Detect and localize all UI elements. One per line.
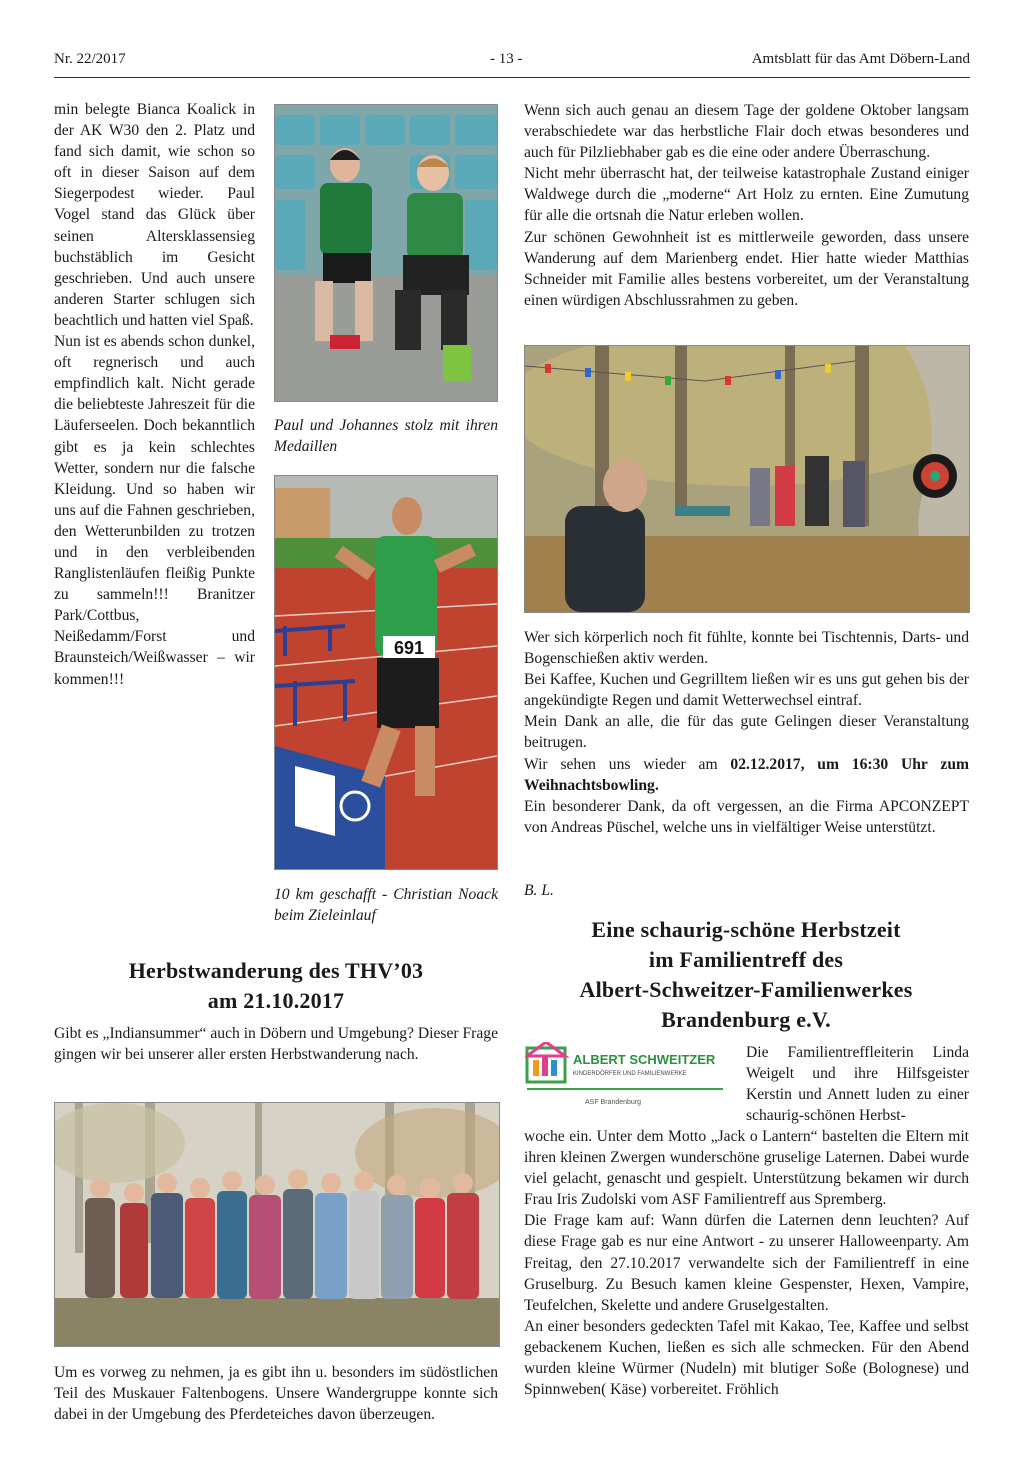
bowling-intro: Wir sehen uns wieder am [524,755,731,773]
marienberg-photo [524,345,970,613]
runner-bib-number: 691 [393,638,425,658]
article-2-title-line: Brandenburg e.V. [661,1007,831,1032]
publication-title: Amtsblatt für das Amt Döbern-Land [751,51,970,67]
paragraph: Gibt es „Indiansummer“ auch in Döbern und Umgebung? Dieser Frage gingen wir bei unserer aller ersten Herbstwanderung nach. [54,1025,498,1064]
article-1-title [54,956,498,1016]
article-2-title-line: im Familientreff des [648,947,844,972]
kids-photo-caption: Paul und Johannes stolz mit ihren Medaillen [274,417,498,455]
bowling-paragraph [524,754,969,796]
article-2-title [520,915,972,1035]
paragraph: Wer sich körperlich noch fit fühlte, konnte bei Tischtennis, Darts- und Bogenschießen aktiv werden. [524,629,969,668]
logo-region: ASF Brandenburg [585,1099,642,1106]
signature: B. L. [524,882,554,899]
header-rule [54,77,970,78]
paragraph: Die Familientreffleiterin Linda Weigelt und ihre Hilfsgeister Kerstin und Annett luden zu einer schaurig-schönen Herbst- [746,1044,969,1125]
article-1-intro [54,1023,498,1065]
beside-logo-text [746,1042,969,1126]
column-3-top-text [524,100,969,311]
column-3-after-photo [524,627,969,838]
paragraph: woche ein. Unter dem Motto „Jack o Lantern“ bastelten die Eltern mit ihren kleinen Zwergen wunderschöne gruselige Laternen. Dabei wurde viel gelacht, genascht und gespielt. Unterstützung bekamen wir durch Frau Iris Zudolski vom ASF Familientreff aus Spremberg. [524,1128,969,1209]
hiking-group-photo [54,1102,500,1347]
paragraph: Nicht mehr überrascht hat, der teilweise katastrophale Zustand einiger Waldwege durch die „moderne“ Art Holz zu ernten. Eine Zumutung für alle die ortsnah die Natur erleben wollen. [524,165,969,225]
article-1-title-line-2: am 21.10.2017 [207,988,345,1013]
paragraph: min belegte Bianca Koalick in der AK W30 den 2. Platz und fand sich damit, wie schon so oft in dieser Saison auf dem Siegerpodest wieder. Paul Vogel stand das Glück über seinen Altersklassensieg buchstäblich im Gesicht geschrieben. Und auch unsere anderen Starter schlugen sich beachtlich und hatten viel Spaß. [54,101,255,329]
bowling-date: 02.12.2017, um 16:30 Uhr zum Weihnachtsbowling. [524,755,969,794]
logo-name: ALBERT SCHWEITZER [573,1052,716,1067]
article-1-title-line-1: Herbstwanderung des THV’03 [128,958,424,983]
paragraph: Mein Dank an alle, die für das gute Gelingen dieser Veranstaltung beitrugen. [524,713,969,752]
paragraph: Um es vorweg zu nehmen, ja es gibt ihn u. besonders im südöstlichen Teil des Muskauer Faltenbogens. Unsere Wandergruppe konnte sich dabei in der Umgebung des Pferdeteiches davon überzeugen. [54,1364,498,1424]
albert-schweitzer-logo [525,1042,725,1112]
paragraph: Zur schönen Gewohnheit ist es mittlerweile geworden, dass unsere Wanderung auf dem Marienberg endet. Hier hatte wieder Matthias Schneider mit Familie alles bestens vorbereitet, um der Veranstaltung einen würdigen Abschlussrahmen zu geben. [524,228,969,309]
paragraph: Wenn sich auch genau an diesem Tage der goldene Oktober langsam verabschiedete war das herbstliche Flair doch etwas besonderes und auch für Pilzliebhaber gab es die eine oder andere Überraschung. [524,102,969,162]
issue-number: Nr. 22/2017 [54,51,126,67]
paragraph: An einer besonders gedeckten Tafel mit Kakao, Tee, Kaffee und selbst gebackenem Kuchen, ließen es sich alle schmecken. Für den Abend wurden kleine Würmer (Nudeln) mit blutiger Soße (Bolognese) und Spinnweben( Käse) vorbereitet. Fröhlich [524,1317,969,1399]
article-2-title-line: Albert-Schweitzer-Familienwerkes [579,977,913,1002]
column-1-text [54,99,255,690]
paragraph: Bei Kaffee, Kuchen und Gegrilltem ließen wir es uns gut gehen bis der angekündigte Regen und damit Wetterwechsel eintraf. [524,671,969,710]
paragraph: Die Frage kam auf: Wann dürfen die Laternen denn leuchten? Auf diese Frage gab es nur eine Antwort - zu unserer Halloweenparty. Am Freitag, den 27.10.2017 verwandelte sich der Familientreff in eine Gruselburg. Zu Besuch kamen kleine Gespenster, Hexen, Vampire, Teufelchen, Skelette und andere Gruselgestalten. [524,1212,969,1314]
article-2-title-line: Eine schaurig-schöne Herbstzeit [591,917,901,942]
runner-photo-caption: 10 km geschafft - Christian Noack beim Zieleinlauf [274,886,498,924]
logo-subtitle: KINDERDÖRFER UND FAMILIENWERKE [573,1071,687,1077]
article-2-body [524,1126,969,1400]
runner-photo [274,475,498,870]
paragraph: Nun ist es abends schon dunkel, oft regnerisch und auch empfindlich kalt. Nicht gerade die beliebteste Jahreszeit für die Läuferseelen. Doch bekanntlich gibt es ja kein schlechtes Wetter, sondern nur die falsche Kleidung. Und so haben wir uns auf die Fahnen geschrieben, den Wetterunbilden zu trotzen und in den verbleibenden Ranglistenläufen fleißig Punkte zu sammeln!!! Branitzer Park/Cottbus, Neißedamm/Forst und Braunsteich/Weißwasser – wir kommen!!! [54,333,255,688]
article-1-continued [54,1362,498,1425]
page-number: - 13 - [490,51,523,67]
paragraph: Ein besonderer Dank, da oft vergessen, an die Firma APCONZEPT von Andreas Püschel, welche uns in vielfältiger Weise unterstützt. [524,797,969,836]
kids-medals-photo [274,104,498,402]
